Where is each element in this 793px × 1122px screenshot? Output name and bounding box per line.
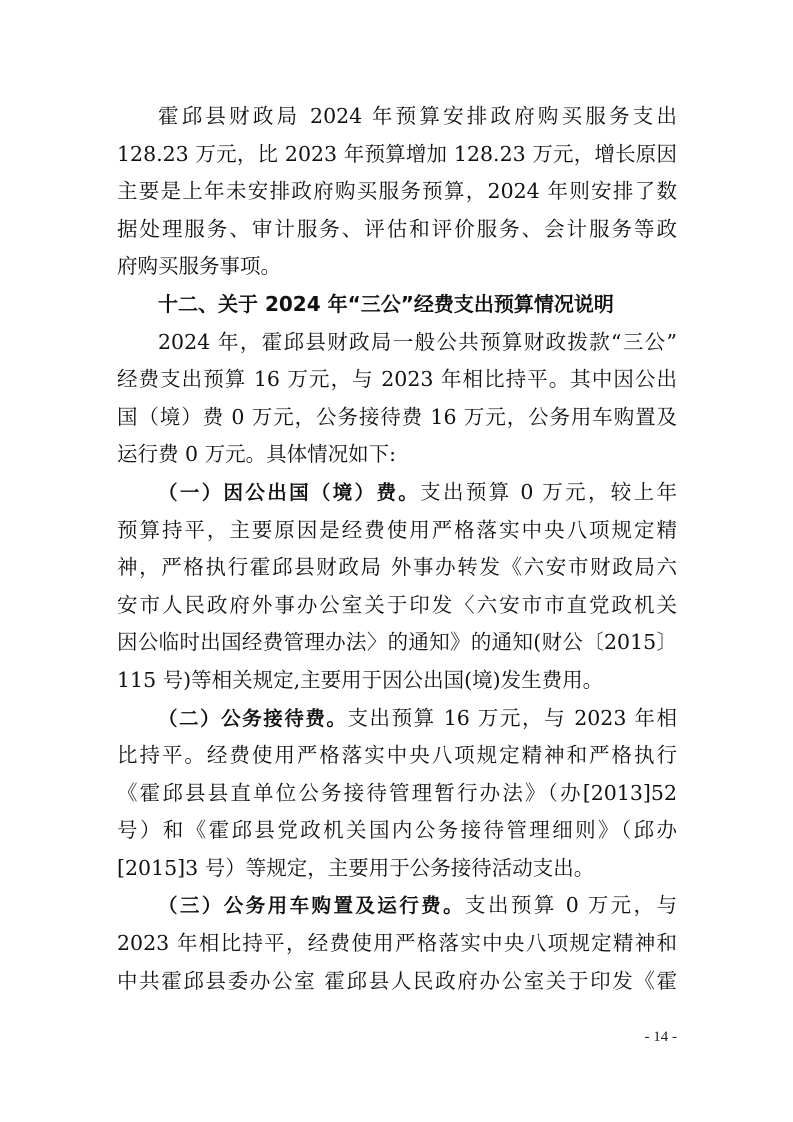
subsection-first-line xyxy=(117,474,677,512)
section-heading: 十二、关于 2024 年“三公”经费支出预算情况说明 xyxy=(158,291,614,316)
body-line: 安市人民政府外事办公室关于印发〈六安市市直党政机关 xyxy=(117,592,677,617)
body-line: 据处理服务、审计服务、评估和评价服务、会计服务等政 xyxy=(117,216,677,241)
body-line: 号）和《霍邱县党政机关国内公务接待管理细则》（邱办 xyxy=(117,818,677,843)
body-line: 2023 年相比持平，经费使用严格落实中央八项规定精神和 xyxy=(117,931,677,956)
body-text: 支出预算 0 万元，与 xyxy=(465,893,677,918)
page-number: - 14 - xyxy=(644,1029,677,1045)
subsection-title: （一）因公出国（境）费。 xyxy=(158,480,421,504)
body-line: 《霍邱县县直单位公务接待管理暂行办法》（办[2013]52 xyxy=(117,780,677,805)
body-line: 2024 年，霍邱县财政局一般公共预算财政拨款“三公” xyxy=(158,329,677,354)
body-text: 支出预算 16 万元，与 2023 年相 xyxy=(347,705,677,730)
body-line: 比持平。经费使用严格落实中央八项规定精神和严格执行 xyxy=(117,743,677,768)
body-line: 经费支出预算 16 万元，与 2023 年相比持平。其中因公出 xyxy=(117,367,677,392)
subsection-first-line xyxy=(117,700,677,738)
body-line: 115 号)等相关规定,主要用于因公出国(境)发生费用。 xyxy=(117,667,604,692)
body-line: 因公临时出国经费管理办法〉的通知》的通知(财公〔2015〕 xyxy=(117,630,677,655)
body-text: 支出预算 0 万元，较上年 xyxy=(420,479,677,504)
body-line: 128.23 万元，比 2023 年预算增加 128.23 万元，增长原因 xyxy=(117,141,677,166)
subsection-title: （二）公务接待费。 xyxy=(158,706,348,730)
body-line: 预算持平，主要原因是经费使用严格落实中央八项规定精 xyxy=(117,517,677,542)
page-body xyxy=(117,98,677,1000)
body-line: 府购买服务事项。 xyxy=(117,254,281,279)
body-line: 霍邱县财政局 2024 年预算安排政府购买服务支出 xyxy=(158,104,677,128)
body-line: 主要是上年未安排政府购买服务预算，2024 年则安排了数 xyxy=(117,179,677,204)
body-line: 运行费 0 万元。具体情况如下: xyxy=(117,442,396,467)
body-line: 国（境）费 0 万元，公务接待费 16 万元，公务用车购置及 xyxy=(117,404,677,429)
body-line: [2015]3 号）等规定，主要用于公务接待活动支出。 xyxy=(117,855,595,880)
subsection-title: （三）公务用车购置及运行费。 xyxy=(158,894,466,918)
body-line: 神，严格执行霍邱县财政局 外事办转发《六安市财政局六 xyxy=(117,555,677,580)
body-line: 中共霍邱县委办公室 霍邱县人民政府办公室关于印发《霍 xyxy=(117,968,677,993)
subsection-first-line xyxy=(117,887,677,925)
